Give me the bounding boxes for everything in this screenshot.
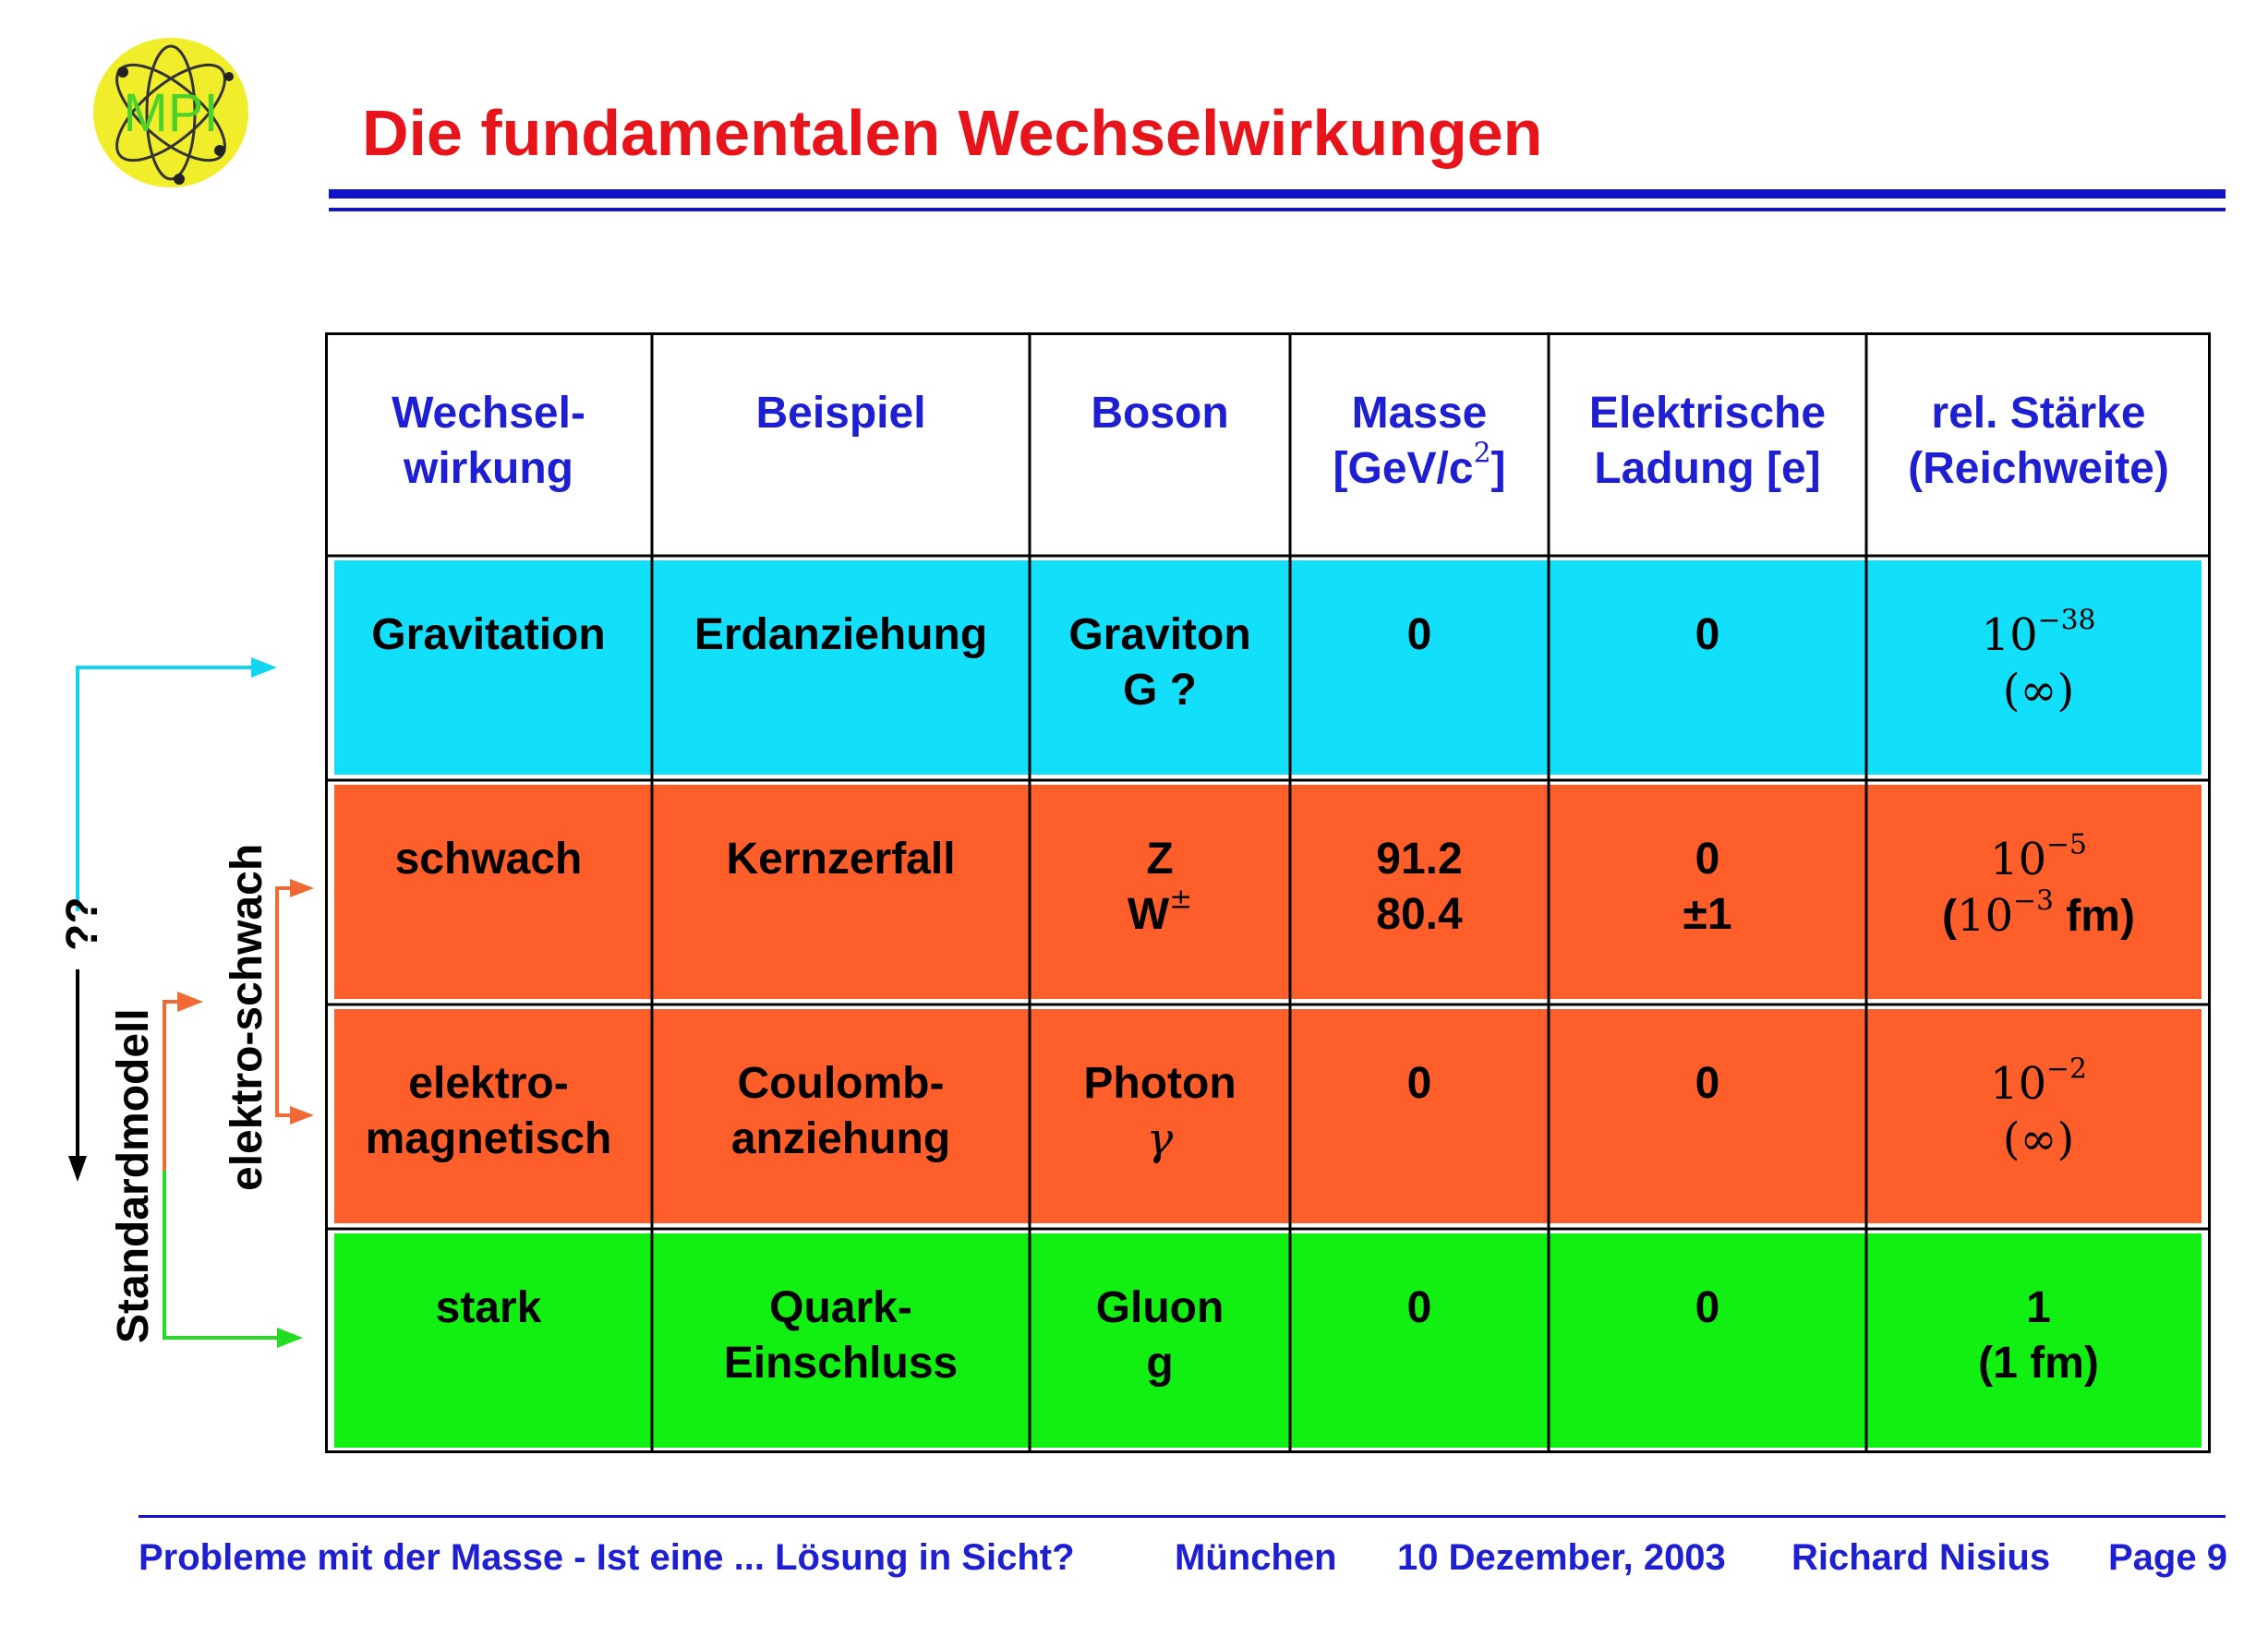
header-charge-line2: Ladung [e] [1594,444,1821,493]
interactions-table [325,332,2211,1453]
interaction-line2: magnetisch [365,1114,612,1163]
range-base: 10 [1957,890,2014,942]
header-interaction [325,332,652,556]
footer-talk-title: Probleme mit der Masse - Ist eine ... Lösung in Sicht? [139,1537,1075,1578]
cell-boson [1030,1004,1290,1229]
header-mass [1290,332,1549,556]
range-exponent: −3 [2013,884,2054,918]
mass-w: 80.4 [1376,890,1463,939]
table-row-electromagnetic [325,1004,2211,1229]
range-unit: fm) [2053,892,2135,941]
cell-strength [1866,556,2211,780]
header-charge-line1: Elektrische [1588,389,1827,438]
header-mass-unit: [GeV/c [1333,444,1474,493]
table-header-row [325,332,2211,556]
strong-link-arrow [164,1171,277,1338]
header-interaction-line1: Wechsel- [392,389,585,438]
interaction-grouping-diagram [0,554,332,1385]
cell-boson [1030,556,1290,780]
cell-interaction: stark [435,1283,542,1332]
strength-exponent: −5 [2046,828,2087,861]
table-row-weak [325,780,2211,1004]
header-strength-line2: (Reichweite) [1908,444,2169,493]
page-title: Die fundamentalen Wechselwirkungen [362,97,1543,169]
cell-boson [1030,780,1290,1004]
header-boson [1030,332,1290,556]
cell-example [652,1004,1030,1229]
unknown-unification-label: ?? [58,896,107,951]
table-row-strong [325,1229,2211,1453]
charge-z: 0 [1695,835,1720,884]
header-example-label: Beispiel [755,389,926,438]
cell-charge: 0 [1695,610,1720,659]
header-mass-exponent: 2 [1473,437,1491,470]
title-rule-thick [329,189,2226,198]
cell-charge: 0 [1695,1283,1720,1332]
boson-z: Z [1146,835,1174,884]
cell-interaction [325,1004,652,1229]
electroweak-bracket-lines [277,888,294,1115]
boson-w: W [1127,890,1170,939]
example-line2: Einschluss [723,1339,959,1388]
strength-base: 10 [1990,1058,2047,1110]
mass-z: 91.2 [1376,835,1463,884]
strength-exponent: −2 [2046,1053,2087,1086]
cell-strength [1866,780,2211,1004]
header-example [652,332,1030,556]
footer-rule [139,1515,2226,1518]
cell-mass: 0 [1406,1283,1432,1332]
electroweak-label: elektro-schwach [223,843,271,1191]
cell-interaction: schwach [394,835,583,884]
cell-mass [1290,780,1549,1004]
footer-place: München [1175,1537,1337,1578]
cell-charge [1549,780,1866,1004]
table-row-gravitation [325,556,2211,780]
electroweak-link-arrow [164,1002,180,1171]
boson-name: Gluon [1095,1283,1224,1332]
arrowhead-icon [68,1156,87,1182]
header-mass-bracket: ] [1490,444,1506,493]
arrowhead-icon [277,1328,303,1348]
footer-page-number: Page 9 [2108,1537,2227,1578]
strength-base: 10 [1990,834,2047,885]
header-charge [1549,332,1866,556]
arrowhead-icon [290,879,314,897]
charge-w: ±1 [1683,890,1732,939]
header-boson-label: Boson [1091,389,1229,438]
boson-w-charge: ± [1169,883,1193,916]
cell-example: Kernzerfall [726,835,956,884]
header-strength [1866,332,2211,556]
cell-boson [1030,1229,1290,1453]
strength-value: 1 [2026,1283,2051,1332]
title-rule-thin [329,208,2226,211]
header-strength-line1: rel. Stärke [1931,389,2146,438]
cell-charge: 0 [1695,1059,1720,1108]
boson-name: Graviton [1068,610,1251,659]
cell-mass: 0 [1406,1059,1432,1108]
interaction-line1: elektro- [408,1059,569,1108]
cell-mass: 0 [1406,610,1432,659]
arrowhead-icon [290,1106,314,1125]
strength-range: (∞) [2002,1113,2075,1165]
mpi-logo [90,35,252,190]
strength-exponent: −38 [2037,604,2096,637]
footer-date: 10 Dezember, 2003 [1397,1537,1726,1578]
example-line1: Quark- [769,1283,912,1332]
boson-symbol: g [1146,1339,1174,1388]
cell-example [652,1229,1030,1453]
strength-range: (1 fm) [1978,1339,2099,1388]
cell-interaction: Gravitation [371,610,606,659]
logo-text: MPI [123,83,219,143]
standard-model-label: Standardmodell [109,1008,158,1343]
arrowhead-icon [251,657,277,678]
strength-base: 10 [1981,609,2038,661]
boson-name: Photon [1083,1059,1237,1108]
boson-symbol: G ? [1123,666,1197,715]
header-interaction-line2: wirkung [403,444,573,493]
boson-symbol: γ [1146,1113,1174,1165]
arrowhead-icon [177,992,203,1012]
strength-range: (∞) [2002,665,2075,716]
footer-author: Richard Nisius [1791,1537,2051,1578]
cell-example: Erdanziehung [694,610,988,659]
cell-strength [1866,1229,2211,1453]
example-line1: Coulomb- [737,1059,945,1108]
example-line2: anziehung [730,1114,951,1163]
cell-strength [1866,1004,2211,1229]
header-mass-line1: Masse [1351,389,1488,438]
range-open: ( [1942,892,1958,941]
